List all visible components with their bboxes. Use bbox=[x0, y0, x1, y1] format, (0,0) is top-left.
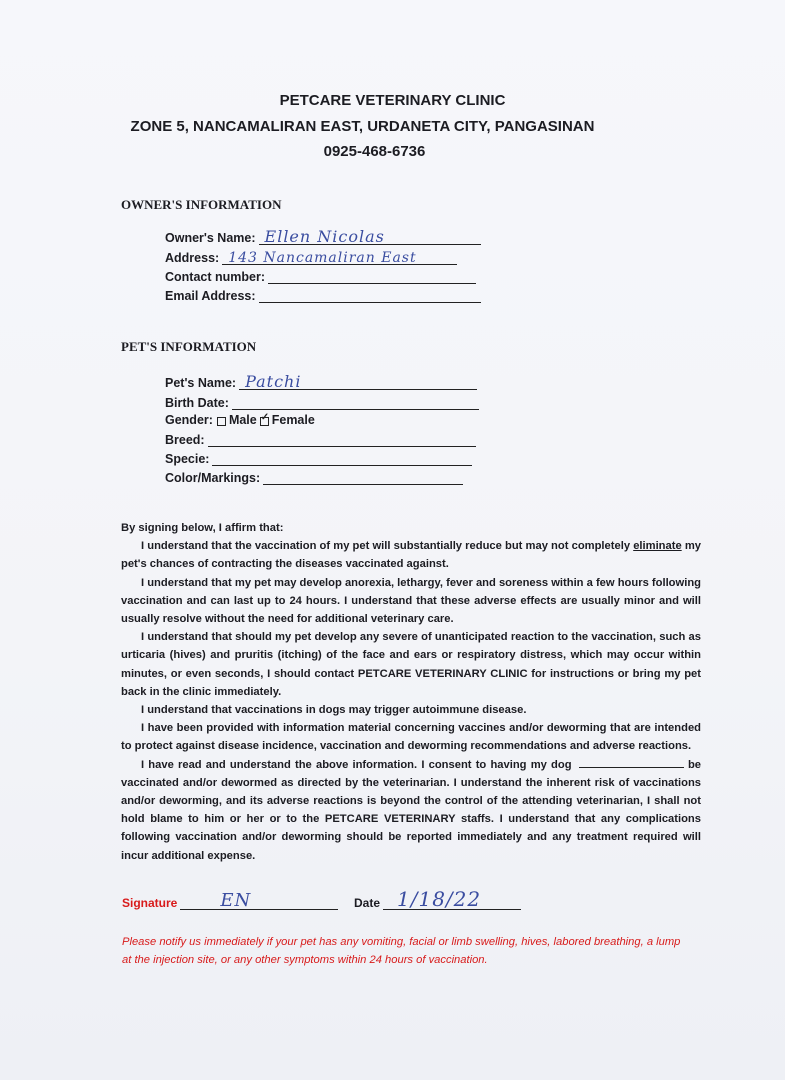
affirm-paragraph-5: I have been provided with information material concerning vaccines and/or deworming that are intended to protect against disease incidence, vaccination and deworming recommendations and adverse reactions. bbox=[121, 722, 701, 753]
owner-name-field[interactable] bbox=[259, 227, 481, 246]
breed-row bbox=[165, 432, 476, 447]
owner-section-title: OWNER'S INFORMATION bbox=[121, 197, 282, 212]
signature-label: Signature bbox=[122, 896, 178, 910]
warning-note: Please notify us immediately if your pet has any vomiting, facial or limb swelling, hives, labored breathing, a lump at the injection site, or any other symptoms within 24 hours of vaccination. bbox=[122, 936, 681, 966]
male-label: Male bbox=[228, 413, 257, 427]
email-field[interactable] bbox=[259, 288, 481, 303]
affirm-paragraph-1: I understand that the vaccination of my pet will substantially reduce but may not completely eliminate my pet's chances of contracting the diseases vaccinated against. bbox=[121, 540, 701, 571]
pet-section-title: PET'S INFORMATION bbox=[121, 339, 257, 354]
pet-name-row bbox=[165, 372, 477, 391]
email-row bbox=[165, 288, 481, 303]
owner-address-label: Address: bbox=[165, 251, 220, 265]
pet-name-field[interactable] bbox=[239, 372, 477, 391]
breed-field[interactable] bbox=[208, 432, 476, 447]
contact-row bbox=[165, 269, 476, 284]
pet-name-handwritten: Patchi bbox=[245, 372, 302, 391]
gender-label: Gender: bbox=[165, 413, 213, 427]
clinic-name: PETCARE VETERINARY CLINIC bbox=[279, 92, 506, 109]
signature-row bbox=[122, 890, 338, 911]
owner-name-row bbox=[165, 227, 481, 246]
date-field[interactable] bbox=[383, 887, 521, 911]
clinic-phone: 0925-468-6736 bbox=[323, 143, 426, 160]
owner-name-handwritten: Ellen Nicolas bbox=[264, 227, 385, 246]
birth-date-field[interactable] bbox=[232, 395, 479, 410]
dog-name-field[interactable] bbox=[579, 757, 684, 768]
date-handwritten: 1/18/22 bbox=[397, 887, 482, 911]
birth-date-row bbox=[165, 395, 479, 410]
email-label: Email Address: bbox=[165, 289, 256, 303]
affirm-paragraph-2: I understand that my pet may develop anorexia, lethargy, fever and soreness within a few hours following vaccination and can last up to 24 hours. I understand that these adverse effects are usually minor and will usually resolve without the need for additional veterinary care. bbox=[121, 576, 701, 626]
birth-date-label: Birth Date: bbox=[165, 396, 229, 410]
signature-field[interactable] bbox=[180, 890, 338, 911]
contact-field[interactable] bbox=[268, 269, 476, 284]
male-checkbox[interactable] bbox=[217, 417, 226, 426]
color-label: Color/Markings: bbox=[165, 471, 261, 485]
affirm-paragraph-4: I understand that vaccinations in dogs may trigger autoimmune disease. bbox=[141, 704, 527, 717]
date-row bbox=[354, 887, 521, 911]
gender-row bbox=[165, 413, 315, 427]
owner-name-label: Owner's Name: bbox=[165, 231, 256, 245]
breed-label: Breed: bbox=[165, 433, 205, 447]
female-checkbox[interactable] bbox=[260, 417, 269, 426]
specie-label: Specie: bbox=[165, 452, 210, 466]
clinic-address: ZONE 5, NANCAMALIRAN EAST, URDANETA CITY, PANGASINAN bbox=[130, 118, 595, 135]
affirm-paragraph-6: I have read and understand the above information. I consent to having my dog be vaccinated and/or dewormed as directed by the veterinarian. I understand the inherent risk of vaccinations and/or deworming, and its adverse reactions is beyond the control of the attending veterinarian, I shall not hold blame to him or her or to the PETCARE VETERINARY staffs. I understand that any complications following vaccination and/or deworming should be reported immediately and any treatment required will incur additional expense. bbox=[121, 758, 702, 862]
affirm-intro: By signing below, I affirm that: bbox=[121, 522, 284, 534]
owner-address-row bbox=[165, 250, 457, 265]
owner-address-handwritten: 143 Nancamaliran East bbox=[228, 250, 417, 266]
pet-name-label: Pet's Name: bbox=[165, 376, 237, 390]
date-label: Date bbox=[354, 896, 381, 910]
female-label: Female bbox=[271, 413, 315, 427]
specie-field[interactable] bbox=[212, 451, 472, 466]
owner-address-field[interactable] bbox=[222, 250, 457, 265]
color-row bbox=[165, 470, 463, 485]
specie-row bbox=[165, 451, 472, 466]
contact-label: Contact number: bbox=[165, 270, 265, 284]
signature-handwritten: EN bbox=[220, 890, 252, 911]
affirm-paragraph-3: I understand that should my pet develop any severe of unanticipated reaction to the vaccination, such as urticaria (hives) and pruritis (itching) of the face and ears or respiratory distress, which may occur within minutes, or even seconds, I should contact PETCARE VETERINARY CLINIC for instructions or bring my pet back in the clinic immediately. bbox=[121, 631, 701, 698]
affirmation-text bbox=[121, 519, 701, 865]
color-field[interactable] bbox=[263, 470, 463, 485]
